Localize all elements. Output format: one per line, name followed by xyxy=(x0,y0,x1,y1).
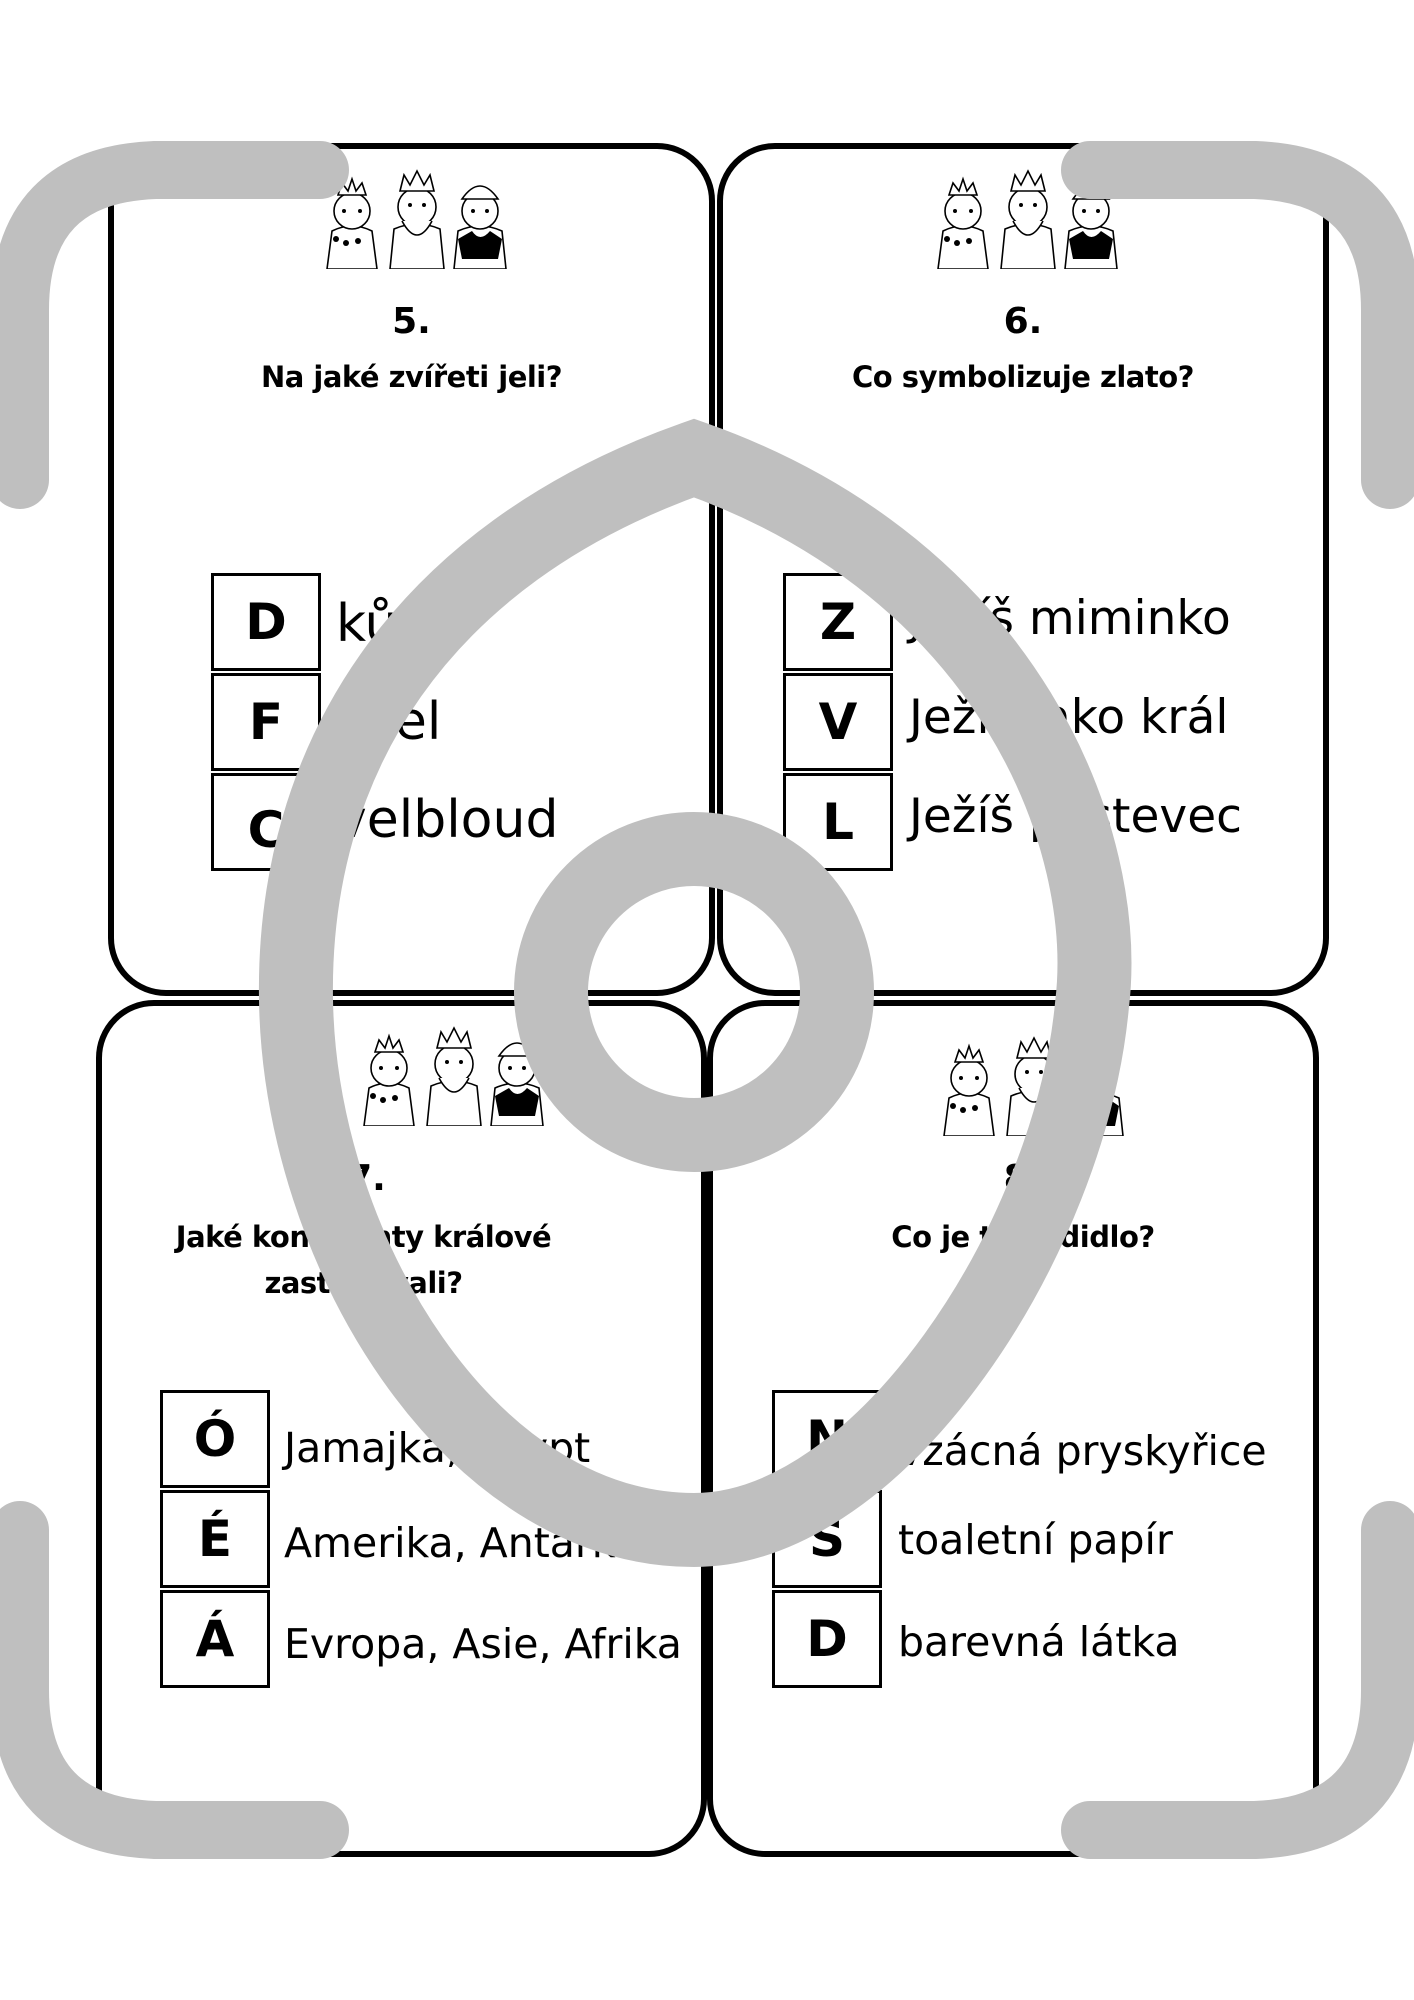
answer-letter-box[interactable]: V xyxy=(783,673,893,771)
answer-text: Ježíš jako král xyxy=(909,690,1229,745)
answer-letter-box[interactable]: Á xyxy=(160,1590,270,1688)
question-text: Co je to kadidlo? xyxy=(891,1220,1155,1254)
question-text: Na jaké zvířeti jeli? xyxy=(260,360,563,394)
answer-letter-box[interactable]: Z xyxy=(783,573,893,671)
three-kings-illustration xyxy=(359,1026,549,1126)
answer-letter-box[interactable]: Ó xyxy=(160,1390,270,1488)
quiz-card-8 xyxy=(707,1000,1319,1857)
question-text: Jaké kontinenty králové zastupovali? xyxy=(175,1220,552,1300)
answer-text: osel xyxy=(336,692,442,752)
answer-text: velbloud xyxy=(336,790,559,850)
answer-letter-box[interactable]: D xyxy=(772,1590,882,1688)
answer-text: Evropa, Asie, Afrika xyxy=(284,1620,682,1668)
question-number: 7. xyxy=(347,1158,386,1199)
quiz-card-7 xyxy=(96,1000,707,1857)
question-number: 5. xyxy=(392,301,431,342)
three-kings-illustration xyxy=(939,1036,1129,1136)
question-number: 6. xyxy=(1003,301,1043,342)
answer-letter-box[interactable]: N xyxy=(772,1390,882,1488)
answer-letter-box[interactable]: F xyxy=(211,673,321,771)
answer-text: Ježíš pastevec xyxy=(909,789,1242,844)
answer-letter-box[interactable]: D xyxy=(211,573,321,671)
answer-text: kůň xyxy=(336,594,431,654)
answer-letter-box[interactable]: É xyxy=(160,1490,270,1588)
answer-text: vzácná pryskyřice xyxy=(898,1427,1267,1475)
answer-letter-box[interactable]: L xyxy=(783,773,893,871)
answer-text: Jamajka, Egypt xyxy=(284,1424,591,1472)
answer-letter-box[interactable]: Š xyxy=(772,1490,882,1588)
quiz-card-6 xyxy=(717,143,1329,996)
answer-text: Amerika, Antarktida xyxy=(284,1519,695,1567)
answer-letter-box[interactable]: C xyxy=(211,773,321,871)
question-number: 8. xyxy=(1003,1158,1043,1199)
answer-text: barevná látka xyxy=(898,1618,1180,1666)
question-text: Co symbolizuje zlato? xyxy=(852,360,1194,394)
quiz-card-5 xyxy=(108,143,715,996)
three-kings-illustration xyxy=(322,169,512,269)
answer-text: Ježíš miminko xyxy=(909,591,1231,646)
three-kings-illustration xyxy=(933,169,1123,269)
answer-text: toaletní papír xyxy=(898,1516,1173,1564)
